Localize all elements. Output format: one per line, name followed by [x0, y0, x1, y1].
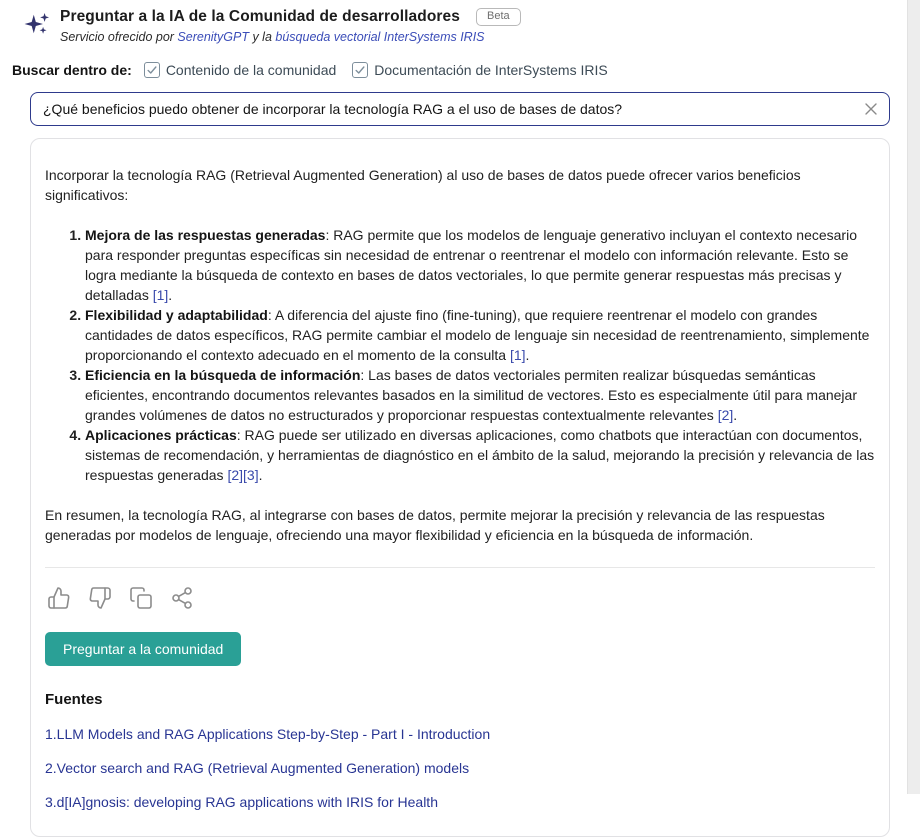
- answer-item-title: Aplicaciones prácticas: [85, 427, 237, 443]
- scope-option-label: Contenido de la comunidad: [165, 62, 337, 78]
- thumbs-down-icon[interactable]: [88, 586, 112, 610]
- scrollbar[interactable]: [907, 0, 920, 794]
- answer-card: [30, 138, 890, 837]
- answer-list-item: 1. Mejora de las respuestas generadas: RAG permite que los modelos de lenguaje generativo incluyan el contexto necesario para responder preguntas específicas sin necesidad de entrenar o reentrenar el modelo con información relevante. Esto se logra mediante la búsqueda de contexto en bases de datos vectoriales, lo que permite generar respuestas más precisas y detalladas [1].: [85, 225, 875, 305]
- scope-option-community[interactable]: [144, 62, 336, 78]
- beta-badge: Beta: [476, 8, 521, 26]
- source-link[interactable]: 1.LLM Models and RAG Applications Step-by-Step - Part I - Introduction: [45, 726, 491, 742]
- citation-link[interactable]: [2]: [717, 407, 734, 423]
- header-text: [60, 8, 521, 44]
- answer-list-item: 3. Eficiencia en la búsqueda de información: Las bases de datos vectoriales permiten realizar búsquedas semánticas eficientes, encontrando documentos relevantes basados en la similitud de vectores. Esto es especialmente útil para manejar grandes volúmenes de datos no estructurados y proporcionar respuestas contextualmente relevantes [2].: [85, 365, 875, 425]
- search-row: [30, 92, 890, 126]
- source-link[interactable]: 3.d[IA]gnosis: developing RAG applications with IRIS for Health: [45, 794, 438, 810]
- subtitle-text: Servicio ofrecido por: [60, 30, 178, 44]
- scope-label: Buscar dentro de:: [12, 62, 132, 78]
- ask-community-button[interactable]: Preguntar a la comunidad: [45, 632, 241, 666]
- search-scope-row: [12, 62, 890, 78]
- subtitle: [60, 30, 521, 44]
- answer-intro: Incorporar la tecnología RAG (Retrieval Augmented Generation) al uso de bases de datos puede ofrecer varios beneficios significativos:: [45, 167, 801, 203]
- scope-option-label: Documentación de InterSystems IRIS: [374, 62, 608, 78]
- search-input[interactable]: [30, 92, 890, 126]
- clear-icon[interactable]: [862, 100, 880, 118]
- citation-link[interactable]: [3]: [243, 467, 259, 483]
- answer-list-item: 4. Aplicaciones prácticas: RAG puede ser utilizado en diversas aplicaciones, como chatbots que interactúan con documentos, sistemas de recomendación, y herramientas de diagnóstico en el ámbito de la salud, mejorando la precisión y relevancia de las respuestas generadas [2][3].: [85, 425, 875, 485]
- citation-link[interactable]: [1]: [152, 287, 169, 303]
- source-link[interactable]: 2.Vector search and RAG (Retrieval Augmented Generation) models: [45, 760, 470, 776]
- divider: [45, 567, 875, 568]
- answer-summary: En resumen, la tecnología RAG, al integrarse con bases de datos, permite mejorar la precisión y relevancia de las respuestas generadas por modelos de lenguaje, ofreciendo una mayor flexibilidad y eficiencia en la búsqueda de información.: [45, 507, 825, 543]
- answer-list-item: 2. Flexibilidad y adaptabilidad: A diferencia del ajuste fino (fine-tuning), que requiere reentrenar el modelo con grandes cantidades de datos específicos, RAG permite cambiar el modelo de lenguaje sin necesidad de reentrenamiento, simplemente proporcionando el contexto adecuado en el momento de la consulta [1].: [85, 305, 875, 365]
- ai-sparkle-icon: [24, 11, 50, 37]
- header: [24, 8, 890, 44]
- thumbs-up-icon[interactable]: [47, 586, 71, 610]
- sources-list: [45, 724, 875, 812]
- answer-list: [45, 225, 875, 485]
- checkbox-docs-icon[interactable]: [352, 62, 368, 78]
- share-icon[interactable]: [170, 586, 194, 610]
- checkbox-community-icon[interactable]: [144, 62, 160, 78]
- citation-link[interactable]: [2]: [227, 467, 244, 483]
- copy-icon[interactable]: [129, 586, 153, 610]
- answer-item-title: Eficiencia en la búsqueda de información: [85, 367, 361, 383]
- scope-option-docs[interactable]: [352, 62, 607, 78]
- sources-title: Fuentes: [45, 691, 103, 708]
- subtitle-text: y la: [248, 30, 276, 44]
- page-title: Preguntar a la IA de la Comunidad de desarrolladores: [60, 8, 460, 25]
- serenitygpt-link[interactable]: SerenityGPT: [177, 30, 249, 44]
- answer-item-title: Flexibilidad y adaptabilidad: [85, 307, 268, 323]
- answer-item-title: Mejora de las respuestas generadas: [85, 227, 326, 243]
- citation-link[interactable]: [1]: [509, 347, 526, 363]
- vector-search-link[interactable]: búsqueda vectorial InterSystems IRIS: [275, 30, 485, 44]
- answer-actions: [47, 586, 875, 610]
